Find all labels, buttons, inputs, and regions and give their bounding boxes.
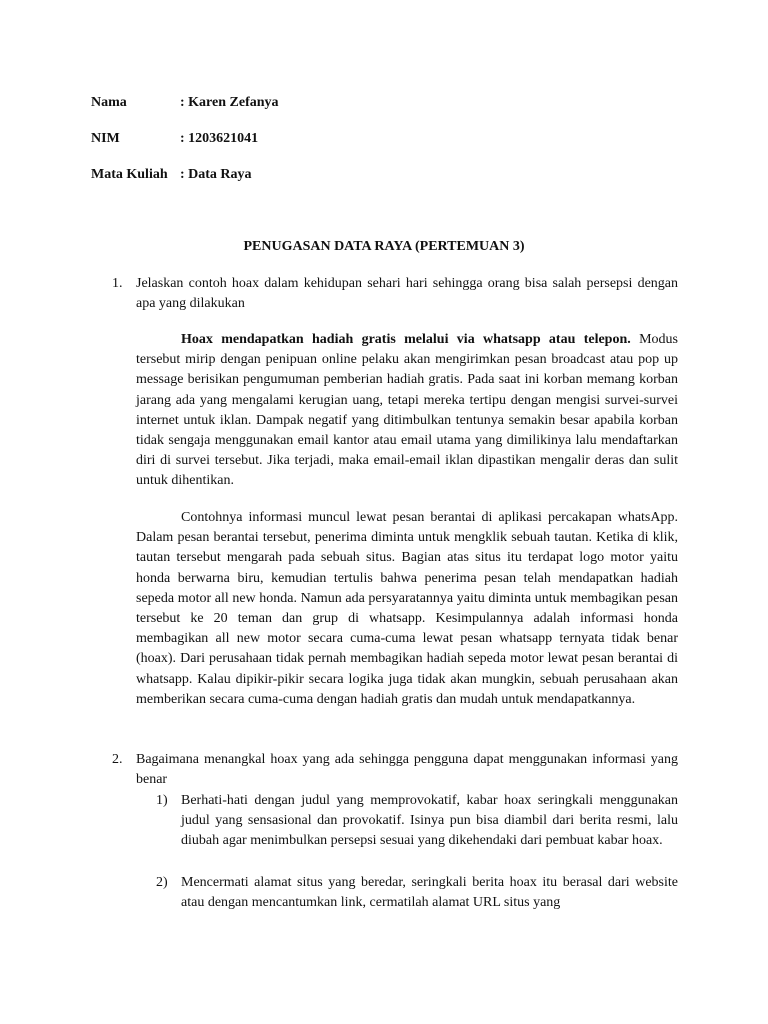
nim-label: NIM bbox=[91, 131, 120, 146]
question-2-number: 2. bbox=[112, 752, 123, 767]
document-title: PENUGASAN DATA RAYA (PERTEMUAN 3) bbox=[243, 239, 525, 254]
question-1 bbox=[112, 274, 678, 314]
list-item bbox=[156, 791, 678, 852]
answer-1-heading: Hoax mendapatkan hadiah gratis melalui via whatsapp atau telepon. bbox=[181, 332, 631, 347]
question-1-number: 1. bbox=[112, 276, 123, 291]
answer-1-paragraph-1 bbox=[136, 330, 678, 492]
list-item bbox=[156, 873, 678, 913]
name-value: : Karen Zefanya bbox=[180, 95, 279, 110]
question-1-text: Jelaskan contoh hoax dalam kehidupan sehari hari sehingga orang bisa salah persepsi dengan apa yang dilakukan bbox=[136, 276, 678, 311]
question-2-text: Bagaimana menangkal hoax yang ada sehingga pengguna dapat menggunakan informasi yang benar bbox=[136, 752, 678, 787]
list-item-number: 2) bbox=[156, 875, 168, 890]
course-value: : Data Raya bbox=[180, 167, 252, 182]
answer-1-paragraph-2: Contohnya informasi muncul lewat pesan berantai di aplikasi percakapan whatsApp. Dalam pesan berantai tersebut, penerima diminta untuk mengklik sebuah tautan. Ketika di klik, tautan tersebut mengarah pada sebuah situs. Bagian atas situs itu terdapat logo motor yaitu honda berwarna biru, kemudian tertulis bahwa penerima pesan telah mendapatkan hadiah sepeda motor all new honda. Namun ada persyaratannya yaitu diminta untuk membagikan pesan tersebut ke 20 teman dan grup di whatsapp. Kesimpulannya adalah informasi honda membagikan all new motor secara cuma-cuma lewat pesan whatsapp ternyata tidak benar (hoax). Dari perusahaan tidak pernah membagikan hadiah sepeda motor lewat pesan berantai di whatsapp. Kalau dipikir-pikir secara logika juga tidak akan mungkin, sebuah perusahaan akan memberikan secara cuma-cuma dengan hadiah gratis dan mudah untuk mendapatkannya. bbox=[136, 510, 678, 707]
question-2 bbox=[112, 750, 678, 790]
student-name-row bbox=[91, 94, 279, 112]
list-item-text: Mencermati alamat situs yang beredar, seringkali berita hoax itu berasal dari website atau dengan mencantumkan link, cermatilah alamat URL situs yang bbox=[181, 875, 678, 911]
answer-1-paragraph-1-body: Modus tersebut mirip dengan penipuan online pelaku akan mengirimkan pesan broadcast atau pop up message berisikan pengumuman pemberian hadiah gratis. Pada saat ini korban memang korban jarang ada yang mengalami kerugian uang, tetapi mereka tertipu dengan mengisi survei-survei internet untuk iklan. Dampak negatif yang ditimbulkan tentunya semakin besar apabila korban tidak sengaja menggunakan email kantor atau email utama yang dimilikinya lalu mendaftarkan diri di survei tersebut. Jika terjadi, maka email-email iklan dipastikan mengalir deras dan sulit untuk dihentikan. bbox=[136, 332, 678, 489]
course-label: Mata Kuliah bbox=[91, 167, 168, 182]
nim-value: : 1203621041 bbox=[180, 131, 259, 146]
student-nim-row bbox=[91, 130, 258, 148]
name-label: Nama bbox=[91, 95, 127, 110]
course-row bbox=[91, 166, 252, 184]
list-item-text: Berhati-hati dengan judul yang memprovokatif, kabar hoax seringkali menggunakan judul yang sensasional dan provokatif. Isinya pun bisa diambil dari berita resmi, lalu diubah agar menimbulkan persepsi sesuai yang dikehendaki dari pembuat kabar hoax. bbox=[181, 793, 678, 849]
list-item-number: 1) bbox=[156, 793, 168, 808]
